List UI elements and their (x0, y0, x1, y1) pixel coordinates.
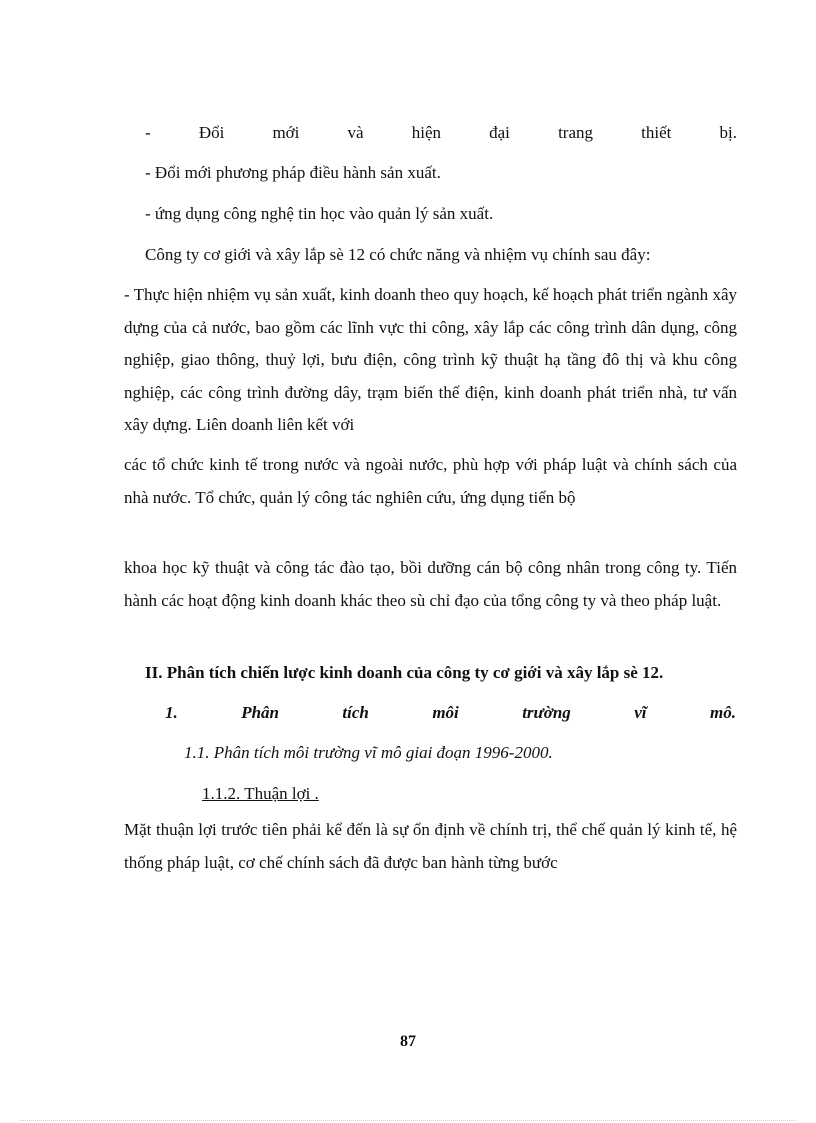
word: trang (558, 123, 593, 142)
section-heading-1 (165, 702, 736, 724)
page-number: 87 (400, 1033, 416, 1050)
list-line-management: - Đổi mới phương pháp điều hành sản xuất. (145, 163, 441, 182)
word: và (347, 123, 364, 142)
page-bottom-divider (20, 1120, 796, 1121)
company-functions-intro: Công ty cơ giới và xây lắp sè 12 có chức năng và nhiệm vụ chính sau đây: (145, 245, 651, 264)
word: tích (342, 703, 369, 722)
paragraph-advantages: Mặt thuận lợi trước tiên phải kể đến là sự ổn định về chính trị, thể chế quản lý kinh tế, hệ thống pháp luật, cơ chế chính sách đã được ban hành từng bước (124, 820, 737, 872)
section-heading-ii: II. Phân tích chiến lược kinh doanh của công ty cơ giới và xây lắp sè 12. (145, 663, 664, 682)
word: 1. (165, 703, 178, 722)
word: mới (272, 123, 300, 142)
word: mô. (709, 703, 736, 722)
word: hiện (411, 123, 441, 142)
word: thiết (641, 123, 672, 142)
list-line-equipment (145, 122, 737, 144)
word: đại (489, 123, 510, 142)
paragraph-duties: - Thực hiện nhiệm vụ sản xuất, kinh doanh theo quy hoạch, kế hoạch phát triển ngành xây dựng của cả nước, bao gồm các lĩnh vực thi công, xây lắp các công trình dân dụng, công nghiệp, giao thông, thuỷ lợi, bưu điện, công trình kỹ thuật hạ tầng đô thị và khu công nghiệp, các công trình đường dây, trạm biến thế điện, kinh doanh phát triển nhà, tư vấn xây dựng. Liên doanh liên kết với (124, 285, 737, 434)
paragraph-training: khoa học kỹ thuật và công tác đào tạo, bồi dưỡng cán bộ công nhân trong công ty. Tiến hành các hoạt động kinh doanh khác theo sù chỉ đạo của tổng công ty và theo pháp luật. (124, 558, 737, 610)
word: - (145, 123, 151, 142)
paragraph-organizations: các tổ chức kinh tế trong nước và ngoài nước, phù hợp với pháp luật và chính sách của nhà nước. Tổ chức, quản lý công tác nghiên cứu, ứng dụng tiến bộ (124, 455, 737, 507)
word: bị. (719, 123, 737, 142)
word: Phân (241, 703, 279, 722)
word: Đổi (198, 123, 225, 142)
word: trường (522, 703, 571, 722)
list-line-it: - ứng dụng công nghệ tin học vào quản lý sản xuất. (145, 204, 494, 223)
word: môi (432, 703, 459, 722)
section-heading-1-1-2: 1.1.2. Thuận lợi . (202, 784, 319, 803)
section-heading-1-1: 1.1. Phân tích môi trường vĩ mô giai đoạn 1996-2000. (184, 743, 553, 762)
word: vĩ (634, 703, 647, 722)
